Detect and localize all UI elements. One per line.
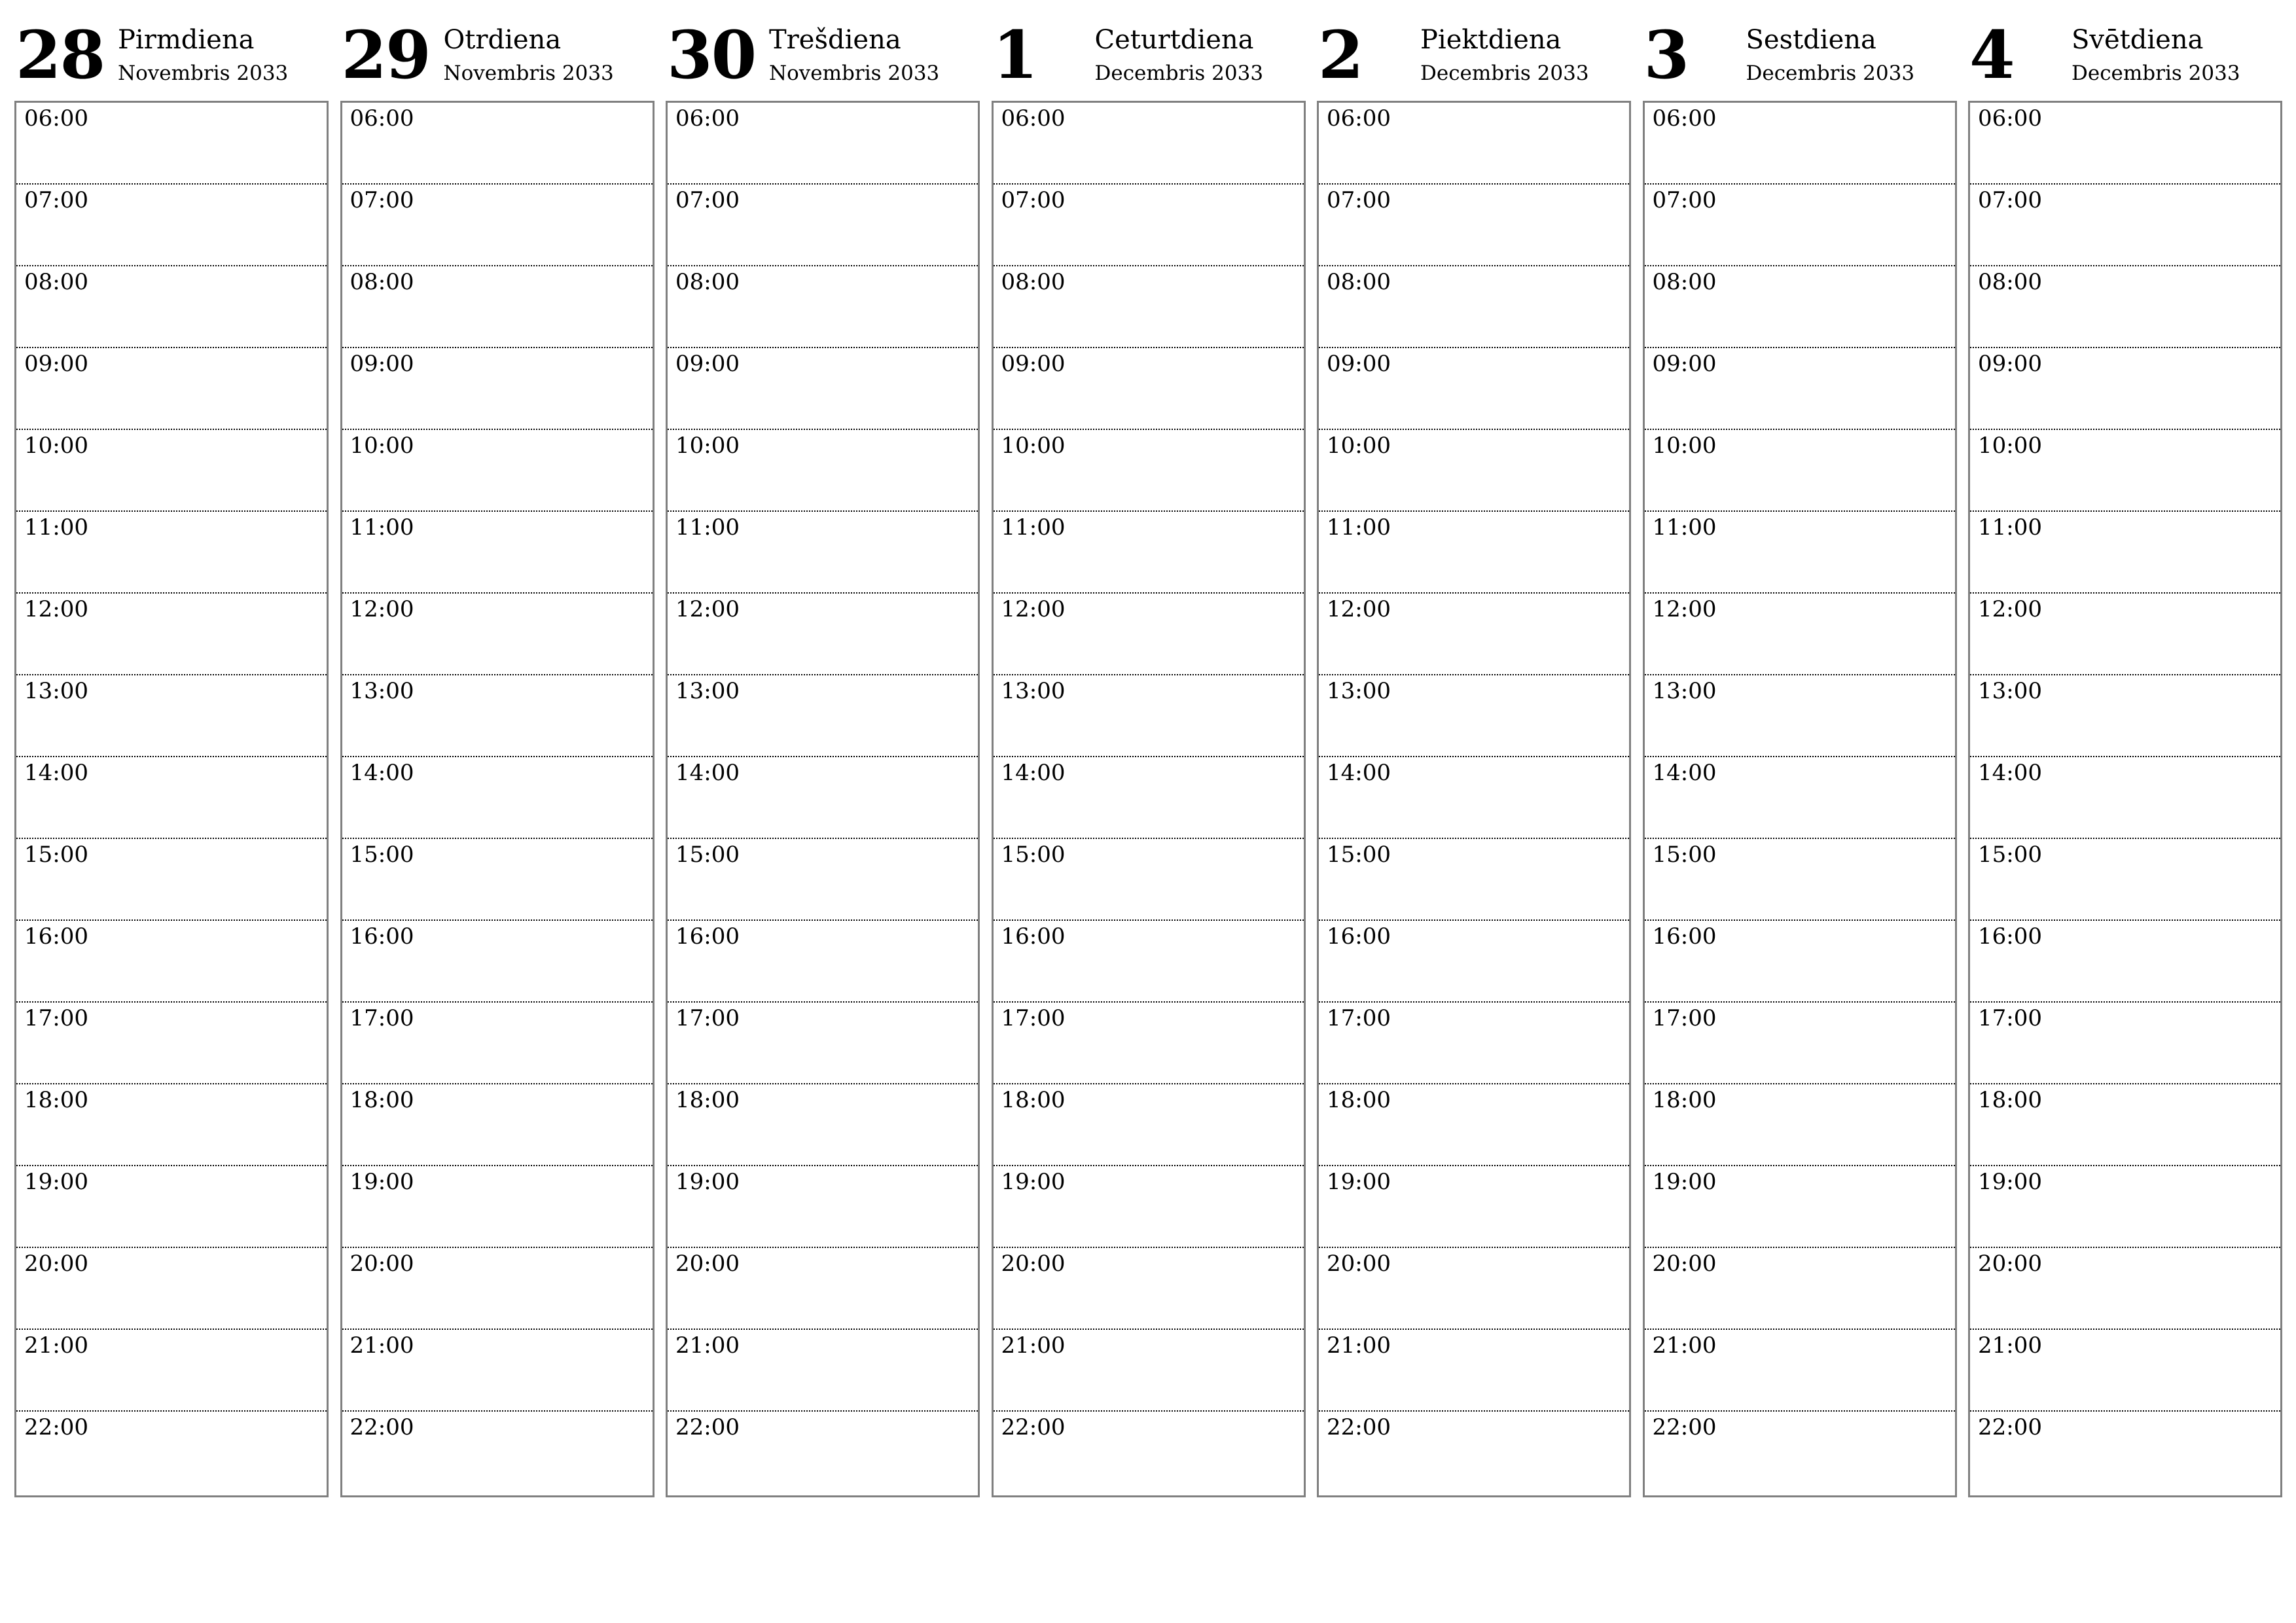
time-slot[interactable] <box>342 675 653 757</box>
time-slot-label: 16:00 <box>350 923 414 950</box>
time-slot-label: 18:00 <box>1001 1087 1066 1113</box>
time-slot-label: 14:00 <box>24 760 88 786</box>
day-weekday-name: Svētdiena <box>2072 25 2204 55</box>
time-slot-label: 12:00 <box>1978 596 2042 622</box>
time-slot-label: 16:00 <box>675 923 740 950</box>
time-slot-label: 20:00 <box>1001 1251 1066 1277</box>
day-weekday-name: Trešdiena <box>769 25 901 55</box>
time-slot-label: 22:00 <box>350 1414 414 1440</box>
time-slot[interactable] <box>16 594 327 675</box>
time-slot-label: 11:00 <box>1652 514 1717 541</box>
time-slot[interactable] <box>1645 103 1955 185</box>
time-slot[interactable] <box>668 430 978 512</box>
time-slot-label: 07:00 <box>1978 187 2042 213</box>
day-month-year: Decembris 2033 <box>1746 62 1915 85</box>
time-slot[interactable] <box>1319 266 1629 348</box>
time-slot[interactable] <box>16 1330 327 1412</box>
time-slot-label: 15:00 <box>1652 842 1717 868</box>
day-month-year: Novembris 2033 <box>769 62 940 85</box>
day-month-year: Decembris 2033 <box>2072 62 2240 85</box>
day-weekday-name: Ceturtdiena <box>1094 25 1254 55</box>
time-slot[interactable] <box>1645 185 1955 266</box>
time-slot-label: 18:00 <box>350 1087 414 1113</box>
time-slot-label: 15:00 <box>1978 842 2042 868</box>
time-slot-label: 21:00 <box>1652 1332 1717 1359</box>
time-slot-label: 22:00 <box>1001 1414 1066 1440</box>
time-slot[interactable] <box>16 1084 327 1166</box>
time-slot[interactable] <box>994 185 1304 266</box>
day-number: 1 <box>992 16 1037 94</box>
time-slot-label: 16:00 <box>1652 923 1717 950</box>
time-slot[interactable] <box>994 1003 1304 1084</box>
time-slot[interactable] <box>994 103 1304 185</box>
time-slot-label: 16:00 <box>24 923 88 950</box>
time-slot-label: 20:00 <box>675 1251 740 1277</box>
time-slot[interactable] <box>994 1412 1304 1493</box>
time-slot[interactable] <box>1645 512 1955 594</box>
time-slot[interactable] <box>1970 757 2280 839</box>
time-slot[interactable] <box>1319 348 1629 430</box>
day-header <box>992 16 1304 101</box>
day-header <box>1643 16 1956 101</box>
day-month-year: Decembris 2033 <box>1420 62 1589 85</box>
time-slot-label: 19:00 <box>1327 1169 1391 1195</box>
time-slot-label: 11:00 <box>1978 514 2042 541</box>
day-weekday-name: Piektdiena <box>1420 25 1562 55</box>
time-slot-label: 12:00 <box>675 596 740 622</box>
day-number: 2 <box>1318 16 1363 94</box>
time-slot[interactable] <box>1970 1084 2280 1166</box>
time-slot-label: 20:00 <box>24 1251 88 1277</box>
time-slot[interactable] <box>1645 1166 1955 1248</box>
time-slot-label: 12:00 <box>1652 596 1717 622</box>
day-schedule-box <box>1968 101 2282 1497</box>
time-slot[interactable] <box>1970 675 2280 757</box>
day-number: 29 <box>341 16 430 94</box>
day-column <box>340 16 653 1499</box>
day-column <box>666 16 978 1499</box>
time-slot[interactable] <box>1970 594 2280 675</box>
time-slot[interactable] <box>994 1084 1304 1166</box>
time-slot[interactable] <box>994 921 1304 1003</box>
day-month-year: Novembris 2033 <box>118 62 289 85</box>
day-schedule-box <box>992 101 1306 1497</box>
time-slot[interactable] <box>342 839 653 921</box>
time-slot[interactable] <box>1970 1412 2280 1493</box>
time-slot[interactable] <box>1319 1330 1629 1412</box>
time-slot[interactable] <box>16 1003 327 1084</box>
time-slot[interactable] <box>668 757 978 839</box>
time-slot[interactable] <box>16 266 327 348</box>
time-slot[interactable] <box>342 512 653 594</box>
time-slot[interactable] <box>668 1084 978 1166</box>
time-slot-label: 07:00 <box>1652 187 1717 213</box>
time-slot-label: 17:00 <box>675 1005 740 1031</box>
time-slot-label: 14:00 <box>350 760 414 786</box>
time-slot[interactable] <box>668 839 978 921</box>
time-slot-label: 19:00 <box>1978 1169 2042 1195</box>
time-slot[interactable] <box>342 1003 653 1084</box>
day-column <box>992 16 1304 1499</box>
day-header <box>666 16 978 101</box>
time-slot[interactable] <box>1319 185 1629 266</box>
time-slot-label: 10:00 <box>1978 433 2042 459</box>
time-slot[interactable] <box>1970 348 2280 430</box>
time-slot-label: 13:00 <box>1001 678 1066 704</box>
time-slot[interactable] <box>668 594 978 675</box>
time-slot-label: 18:00 <box>1652 1087 1717 1113</box>
time-slot-label: 11:00 <box>1327 514 1391 541</box>
time-slot-label: 08:00 <box>1652 269 1717 295</box>
time-slot-label: 14:00 <box>1001 760 1066 786</box>
time-slot[interactable] <box>342 266 653 348</box>
time-slot[interactable] <box>1970 1003 2280 1084</box>
day-header <box>14 16 327 101</box>
time-slot-label: 17:00 <box>1327 1005 1391 1031</box>
time-slot[interactable] <box>1970 1166 2280 1248</box>
time-slot[interactable] <box>1319 103 1629 185</box>
time-slot-label: 11:00 <box>350 514 414 541</box>
time-slot-label: 18:00 <box>24 1087 88 1113</box>
time-slot-label: 15:00 <box>24 842 88 868</box>
time-slot-label: 09:00 <box>1327 351 1391 377</box>
time-slot[interactable] <box>1970 1330 2280 1412</box>
time-slot[interactable] <box>1645 348 1955 430</box>
time-slot-label: 19:00 <box>350 1169 414 1195</box>
time-slot[interactable] <box>1645 1084 1955 1166</box>
time-slot-label: 06:00 <box>1978 105 2042 132</box>
time-slot[interactable] <box>16 839 327 921</box>
time-slot[interactable] <box>668 185 978 266</box>
time-slot-label: 17:00 <box>350 1005 414 1031</box>
time-slot-label: 09:00 <box>1978 351 2042 377</box>
time-slot[interactable] <box>1645 1412 1955 1493</box>
time-slot[interactable] <box>1319 1166 1629 1248</box>
time-slot[interactable] <box>1319 430 1629 512</box>
time-slot[interactable] <box>1645 839 1955 921</box>
time-slot[interactable] <box>1645 266 1955 348</box>
time-slot-label: 20:00 <box>1652 1251 1717 1277</box>
time-slot-label: 21:00 <box>675 1332 740 1359</box>
time-slot[interactable] <box>342 1166 653 1248</box>
time-slot[interactable] <box>668 348 978 430</box>
time-slot[interactable] <box>668 1412 978 1493</box>
time-slot-label: 08:00 <box>675 269 740 295</box>
time-slot-label: 19:00 <box>24 1169 88 1195</box>
time-slot[interactable] <box>1645 1003 1955 1084</box>
time-slot-label: 14:00 <box>1327 760 1391 786</box>
time-slot-label: 15:00 <box>350 842 414 868</box>
time-slot-label: 12:00 <box>1001 596 1066 622</box>
time-slot-label: 19:00 <box>675 1169 740 1195</box>
time-slot[interactable] <box>994 266 1304 348</box>
time-slot[interactable] <box>668 1166 978 1248</box>
time-slot-label: 12:00 <box>350 596 414 622</box>
time-slot[interactable] <box>1645 1248 1955 1330</box>
time-slot-label: 10:00 <box>1652 433 1717 459</box>
time-slot[interactable] <box>1319 839 1629 921</box>
day-header <box>1968 16 2281 101</box>
time-slot-label: 13:00 <box>350 678 414 704</box>
day-header <box>1317 16 1630 101</box>
time-slot[interactable] <box>668 103 978 185</box>
time-slot[interactable] <box>16 1412 327 1493</box>
time-slot-label: 14:00 <box>1978 760 2042 786</box>
time-slot[interactable] <box>1319 757 1629 839</box>
time-slot[interactable] <box>994 430 1304 512</box>
time-slot-label: 13:00 <box>1978 678 2042 704</box>
time-slot[interactable] <box>994 1166 1304 1248</box>
time-slot-label: 18:00 <box>675 1087 740 1113</box>
time-slot[interactable] <box>668 921 978 1003</box>
day-weekday-name: Pirmdiena <box>118 25 255 55</box>
time-slot-label: 06:00 <box>675 105 740 132</box>
time-slot-label: 13:00 <box>1652 678 1717 704</box>
time-slot[interactable] <box>342 1330 653 1412</box>
day-weekday-name: Sestdiena <box>1746 25 1876 55</box>
time-slot[interactable] <box>16 348 327 430</box>
day-number: 28 <box>16 16 105 94</box>
time-slot-label: 13:00 <box>1327 678 1391 704</box>
time-slot[interactable] <box>1970 266 2280 348</box>
time-slot[interactable] <box>1645 1330 1955 1412</box>
day-column <box>1643 16 1956 1499</box>
time-slot-label: 21:00 <box>1978 1332 2042 1359</box>
time-slot-label: 20:00 <box>1327 1251 1391 1277</box>
time-slot[interactable] <box>342 185 653 266</box>
time-slot-label: 13:00 <box>24 678 88 704</box>
time-slot-label: 07:00 <box>1327 187 1391 213</box>
time-slot-label: 17:00 <box>24 1005 88 1031</box>
time-slot[interactable] <box>342 1412 653 1493</box>
time-slot[interactable] <box>994 594 1304 675</box>
time-slot[interactable] <box>668 1003 978 1084</box>
day-number: 4 <box>1969 16 2014 94</box>
time-slot[interactable] <box>994 675 1304 757</box>
time-slot[interactable] <box>1645 757 1955 839</box>
time-slot[interactable] <box>16 185 327 266</box>
time-slot[interactable] <box>1970 430 2280 512</box>
day-schedule-box <box>1643 101 1957 1497</box>
time-slot-label: 09:00 <box>350 351 414 377</box>
time-slot-label: 12:00 <box>1327 596 1391 622</box>
time-slot[interactable] <box>1970 839 2280 921</box>
time-slot-label: 15:00 <box>1001 842 1066 868</box>
time-slot-label: 22:00 <box>1327 1414 1391 1440</box>
time-slot-label: 18:00 <box>1327 1087 1391 1113</box>
time-slot[interactable] <box>16 757 327 839</box>
time-slot-label: 06:00 <box>1652 105 1717 132</box>
time-slot-label: 19:00 <box>1001 1169 1066 1195</box>
time-slot[interactable] <box>1970 185 2280 266</box>
time-slot-label: 09:00 <box>24 351 88 377</box>
time-slot-label: 09:00 <box>1001 351 1066 377</box>
day-month-year: Decembris 2033 <box>1094 62 1264 85</box>
time-slot-label: 17:00 <box>1001 1005 1066 1031</box>
time-slot-label: 08:00 <box>1001 269 1066 295</box>
time-slot[interactable] <box>994 1248 1304 1330</box>
time-slot-label: 08:00 <box>1327 269 1391 295</box>
time-slot[interactable] <box>342 348 653 430</box>
time-slot[interactable] <box>994 839 1304 921</box>
time-slot-label: 12:00 <box>24 596 88 622</box>
time-slot-label: 19:00 <box>1652 1169 1717 1195</box>
time-slot-label: 11:00 <box>24 514 88 541</box>
time-slot-label: 21:00 <box>1001 1332 1066 1359</box>
time-slot-label: 10:00 <box>1001 433 1066 459</box>
time-slot-label: 16:00 <box>1978 923 2042 950</box>
time-slot-label: 20:00 <box>1978 1251 2042 1277</box>
time-slot[interactable] <box>668 675 978 757</box>
time-slot-label: 13:00 <box>675 678 740 704</box>
time-slot-label: 07:00 <box>1001 187 1066 213</box>
time-slot-label: 08:00 <box>1978 269 2042 295</box>
day-month-year: Novembris 2033 <box>443 62 614 85</box>
time-slot[interactable] <box>1645 430 1955 512</box>
time-slot[interactable] <box>1970 512 2280 594</box>
time-slot[interactable] <box>1319 1084 1629 1166</box>
day-schedule-box <box>666 101 980 1497</box>
time-slot[interactable] <box>342 1084 653 1166</box>
time-slot-label: 06:00 <box>24 105 88 132</box>
time-slot[interactable] <box>1970 921 2280 1003</box>
time-slot[interactable] <box>668 1330 978 1412</box>
day-column <box>1317 16 1630 1499</box>
time-slot[interactable] <box>1970 103 2280 185</box>
time-slot[interactable] <box>342 921 653 1003</box>
time-slot-label: 08:00 <box>350 269 414 295</box>
time-slot[interactable] <box>1645 594 1955 675</box>
day-schedule-box <box>1317 101 1631 1497</box>
time-slot-label: 22:00 <box>24 1414 88 1440</box>
time-slot[interactable] <box>342 594 653 675</box>
time-slot[interactable] <box>16 921 327 1003</box>
time-slot-label: 14:00 <box>675 760 740 786</box>
time-slot-label: 06:00 <box>350 105 414 132</box>
time-slot[interactable] <box>1319 1412 1629 1493</box>
time-slot[interactable] <box>668 512 978 594</box>
time-slot[interactable] <box>1645 921 1955 1003</box>
time-slot-label: 17:00 <box>1978 1005 2042 1031</box>
time-slot[interactable] <box>668 266 978 348</box>
time-slot-label: 16:00 <box>1327 923 1391 950</box>
day-number: 30 <box>667 16 756 94</box>
time-slot[interactable] <box>342 757 653 839</box>
time-slot-label: 21:00 <box>24 1332 88 1359</box>
time-slot-label: 22:00 <box>1652 1414 1717 1440</box>
time-slot[interactable] <box>1319 1248 1629 1330</box>
time-slot-label: 20:00 <box>350 1251 414 1277</box>
time-slot-label: 22:00 <box>1978 1414 2042 1440</box>
time-slot-label: 21:00 <box>350 1332 414 1359</box>
time-slot[interactable] <box>994 512 1304 594</box>
time-slot-label: 14:00 <box>1652 760 1717 786</box>
time-slot[interactable] <box>668 1248 978 1330</box>
time-slot-label: 10:00 <box>24 433 88 459</box>
weekly-planner <box>14 16 2283 1499</box>
time-slot[interactable] <box>16 1248 327 1330</box>
day-column <box>1968 16 2281 1499</box>
time-slot-label: 10:00 <box>675 433 740 459</box>
time-slot-label: 10:00 <box>350 433 414 459</box>
day-schedule-box <box>340 101 655 1497</box>
time-slot-label: 21:00 <box>1327 1332 1391 1359</box>
day-header <box>340 16 653 101</box>
time-slot[interactable] <box>342 430 653 512</box>
time-slot-label: 08:00 <box>24 269 88 295</box>
time-slot[interactable] <box>16 512 327 594</box>
time-slot[interactable] <box>1970 1248 2280 1330</box>
time-slot-label: 07:00 <box>350 187 414 213</box>
time-slot[interactable] <box>16 103 327 185</box>
time-slot[interactable] <box>1319 512 1629 594</box>
day-number: 3 <box>1643 16 1689 94</box>
time-slot[interactable] <box>994 1330 1304 1412</box>
time-slot-label: 15:00 <box>1327 842 1391 868</box>
time-slot-label: 18:00 <box>1978 1087 2042 1113</box>
time-slot-label: 22:00 <box>675 1414 740 1440</box>
day-weekday-name: Otrdiena <box>443 25 562 55</box>
time-slot[interactable] <box>16 1166 327 1248</box>
time-slot[interactable] <box>994 348 1304 430</box>
time-slot[interactable] <box>1319 675 1629 757</box>
time-slot-label: 07:00 <box>675 187 740 213</box>
time-slot[interactable] <box>16 675 327 757</box>
time-slot-label: 16:00 <box>1001 923 1066 950</box>
time-slot-label: 10:00 <box>1327 433 1391 459</box>
time-slot-label: 06:00 <box>1001 105 1066 132</box>
time-slot[interactable] <box>1319 1003 1629 1084</box>
time-slot[interactable] <box>1645 675 1955 757</box>
time-slot[interactable] <box>994 757 1304 839</box>
time-slot[interactable] <box>1319 594 1629 675</box>
time-slot[interactable] <box>342 103 653 185</box>
time-slot-label: 15:00 <box>675 842 740 868</box>
day-column <box>14 16 327 1499</box>
time-slot-label: 11:00 <box>1001 514 1066 541</box>
time-slot[interactable] <box>1319 921 1629 1003</box>
time-slot-label: 09:00 <box>1652 351 1717 377</box>
time-slot-label: 09:00 <box>675 351 740 377</box>
day-schedule-box <box>14 101 329 1497</box>
time-slot[interactable] <box>342 1248 653 1330</box>
time-slot-label: 06:00 <box>1327 105 1391 132</box>
time-slot[interactable] <box>16 430 327 512</box>
time-slot-label: 07:00 <box>24 187 88 213</box>
time-slot-label: 17:00 <box>1652 1005 1717 1031</box>
time-slot-label: 11:00 <box>675 514 740 541</box>
